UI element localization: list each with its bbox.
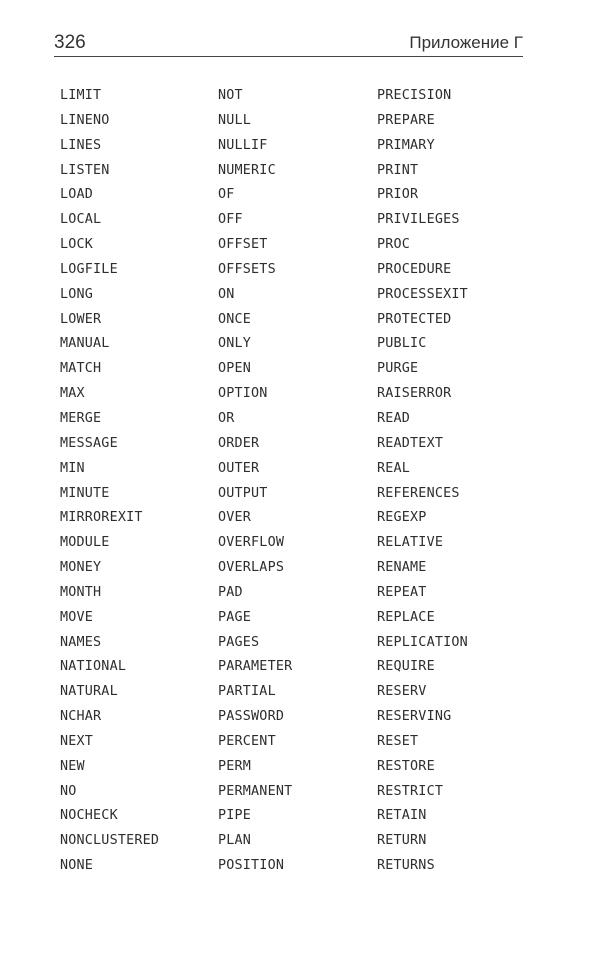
- keyword-item: OVERLAPS: [218, 560, 285, 576]
- keyword-item: LOCK: [60, 237, 94, 253]
- keyword-column-3: [377, 84, 468, 879]
- keyword-item: NONE: [60, 858, 94, 874]
- keyword-item: MERGE: [60, 410, 102, 426]
- header-divider: [54, 56, 523, 57]
- keyword-item: RELATIVE: [377, 535, 444, 551]
- keyword-item: PRINT: [377, 162, 419, 178]
- keyword-item: PAGE: [218, 609, 252, 625]
- keyword-item: PAD: [218, 584, 243, 600]
- keyword-item: OVERFLOW: [218, 535, 285, 551]
- keyword-item: NEW: [60, 758, 85, 774]
- keyword-item: RESERV: [377, 684, 427, 700]
- keyword-item: REPEAT: [377, 584, 427, 600]
- keyword-item: PERM: [218, 758, 252, 774]
- keyword-item: RENAME: [377, 560, 427, 576]
- keyword-item: OPEN: [218, 361, 252, 377]
- keyword-item: PASSWORD: [218, 709, 285, 725]
- keyword-item: PIPE: [218, 808, 252, 824]
- keyword-item: OPTION: [218, 386, 268, 402]
- keyword-item: RESERVING: [377, 709, 452, 725]
- keyword-item: LOGFILE: [60, 261, 118, 277]
- keyword-item: RESTORE: [377, 758, 435, 774]
- keyword-column-1: [60, 84, 159, 879]
- page-header: [54, 30, 523, 56]
- keyword-item: PROCESSEXIT: [377, 286, 468, 302]
- keyword-item: OFFSET: [218, 237, 268, 253]
- keyword-column-2: [218, 84, 292, 879]
- keyword-item: LINENO: [60, 112, 110, 128]
- keyword-item: LIMIT: [60, 88, 102, 103]
- keyword-item: OUTPUT: [218, 485, 268, 501]
- keyword-item: NCHAR: [60, 709, 102, 725]
- section-title: Приложение Г: [409, 33, 523, 52]
- keyword-item: OF: [218, 187, 235, 203]
- keyword-item: LOWER: [60, 311, 102, 327]
- keyword-item: PAGES: [218, 634, 260, 650]
- keyword-item: OUTER: [218, 460, 260, 476]
- keyword-item: OFF: [218, 212, 243, 228]
- keyword-item: PARTIAL: [218, 684, 276, 700]
- keyword-item: REFERENCES: [377, 485, 460, 501]
- keyword-item: ONLY: [218, 336, 252, 352]
- keyword-item: NATIONAL: [60, 659, 127, 675]
- keyword-item: NUMERIC: [218, 162, 276, 178]
- keyword-item: RETURNS: [377, 858, 435, 874]
- keyword-item: REPLACE: [377, 609, 435, 625]
- keyword-item: MATCH: [60, 361, 102, 377]
- keyword-item: LOCAL: [60, 212, 102, 228]
- keyword-item: PREPARE: [377, 112, 435, 128]
- keyword-item: PRIOR: [377, 187, 419, 203]
- keyword-item: PRECISION: [377, 88, 452, 103]
- keyword-item: NO: [60, 783, 77, 799]
- keyword-item: MANUAL: [60, 336, 110, 352]
- keyword-item: RETAIN: [377, 808, 427, 824]
- page-number: 326: [54, 32, 86, 53]
- keyword-item: NEXT: [60, 733, 94, 749]
- keyword-item: NOCHECK: [60, 808, 118, 824]
- keyword-item: PRIMARY: [377, 137, 435, 153]
- keyword-item: REPLICATION: [377, 634, 468, 650]
- keyword-item: MINUTE: [60, 485, 110, 501]
- keyword-item: PROTECTED: [377, 311, 452, 327]
- keyword-item: OR: [218, 410, 235, 426]
- keyword-item: ON: [218, 286, 235, 302]
- keyword-item: RETURN: [377, 833, 427, 849]
- keyword-item: OVER: [218, 510, 252, 526]
- keyword-item: READTEXT: [377, 435, 444, 451]
- keyword-item: LOAD: [60, 187, 94, 203]
- keyword-item: MONTH: [60, 584, 102, 600]
- keyword-item: NAMES: [60, 634, 102, 650]
- keyword-item: READ: [377, 410, 411, 426]
- keyword-item: LISTEN: [60, 162, 110, 178]
- keyword-item: NATURAL: [60, 684, 118, 700]
- keyword-item: PUBLIC: [377, 336, 427, 352]
- keyword-item: MONEY: [60, 560, 102, 576]
- keyword-item: PERMANENT: [218, 783, 293, 799]
- keyword-item: PROC: [377, 237, 411, 253]
- keyword-item: LONG: [60, 286, 94, 302]
- keyword-item: PROCEDURE: [377, 261, 452, 277]
- keyword-item: REAL: [377, 460, 411, 476]
- keyword-item: OFFSETS: [218, 261, 276, 277]
- keyword-item: PLAN: [218, 833, 252, 849]
- keyword-item: PRIVILEGES: [377, 212, 460, 228]
- keyword-item: MODULE: [60, 535, 110, 551]
- keyword-item: MIN: [60, 460, 85, 476]
- keyword-item: MAX: [60, 386, 85, 402]
- keyword-item: NULL: [218, 112, 252, 128]
- keyword-item: RESET: [377, 733, 419, 749]
- keyword-item: PERCENT: [218, 733, 276, 749]
- keyword-item: NULLIF: [218, 137, 268, 153]
- keyword-item: PURGE: [377, 361, 419, 377]
- keyword-item: MIRROREXIT: [60, 510, 143, 526]
- keyword-item: NONCLUSTERED: [60, 833, 160, 849]
- keyword-item: RAISERROR: [377, 386, 452, 402]
- keyword-item: POSITION: [218, 858, 285, 874]
- keyword-item: PARAMETER: [218, 659, 293, 675]
- keyword-item: RESTRICT: [377, 783, 444, 799]
- keyword-item: REQUIRE: [377, 659, 435, 675]
- keyword-item: ONCE: [218, 311, 252, 327]
- keyword-item: ORDER: [218, 435, 260, 451]
- keyword-item: NOT: [218, 88, 243, 103]
- keyword-item: MOVE: [60, 609, 94, 625]
- keyword-item: LINES: [60, 137, 102, 153]
- keyword-item: MESSAGE: [60, 435, 118, 451]
- keyword-item: REGEXP: [377, 510, 427, 526]
